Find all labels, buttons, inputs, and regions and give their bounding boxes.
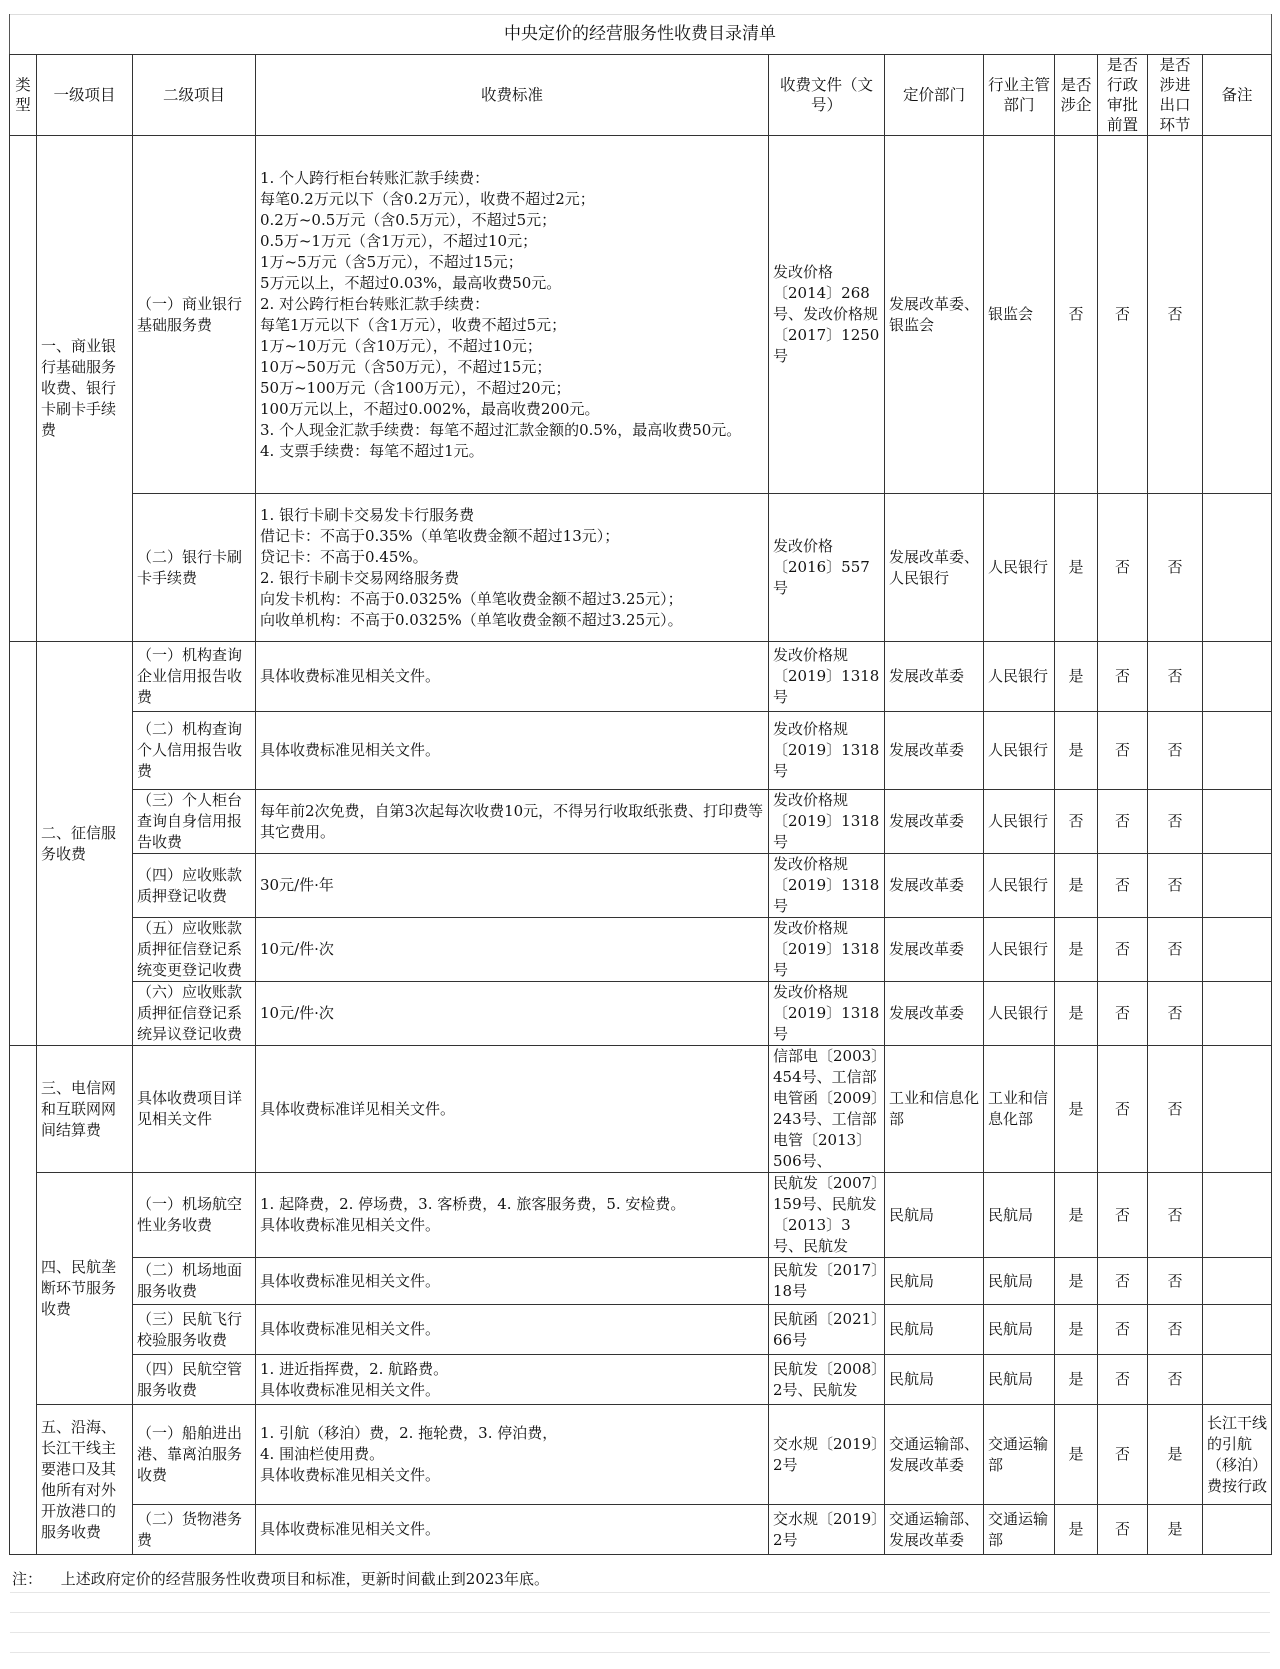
industry-cell[interactable]: 人民银行 xyxy=(984,790,1055,854)
export-cell[interactable]: 是 xyxy=(1148,1405,1203,1505)
remark-cell[interactable] xyxy=(1203,712,1272,790)
footnote xyxy=(12,1568,549,1589)
table-row xyxy=(10,642,1272,712)
dept-cell[interactable]: 发展改革委 xyxy=(885,918,984,982)
dept-cell[interactable]: 民航局 xyxy=(885,1305,984,1355)
export-cell[interactable]: 否 xyxy=(1148,1046,1203,1173)
fee-catalog-table xyxy=(9,54,1272,1555)
standard-cell[interactable]: 1. 起降费，2. 停场费，3. 客桥费，4. 旅客服务费，5. 安检费。 具体收费标准见相关文件。 xyxy=(256,1173,769,1258)
table-row xyxy=(10,1405,1272,1505)
title-right-border xyxy=(1271,14,1272,54)
type-cell[interactable] xyxy=(10,712,37,790)
industry-cell[interactable]: 人民银行 xyxy=(984,982,1055,1046)
industry-cell[interactable]: 人民银行 xyxy=(984,918,1055,982)
remark-cell[interactable] xyxy=(1203,494,1272,642)
doc-cell[interactable]: 发改价格规〔2019〕1318号 xyxy=(769,854,885,918)
group-level1-cell[interactable]: 二、征信服务收费 xyxy=(37,642,133,1046)
level2-cell[interactable]: （一）机构查询企业信用报告收费 xyxy=(133,642,256,712)
type-cell[interactable] xyxy=(10,136,37,642)
standard-cell[interactable]: 具体收费标准见相关文件。 xyxy=(256,1505,769,1555)
group-level1-cell[interactable]: 一、商业银行基础服务收费、银行卡刷卡手续费 xyxy=(37,136,133,642)
table-row xyxy=(10,918,1272,982)
export-cell[interactable]: 是 xyxy=(1148,1505,1203,1555)
admin-cell[interactable]: 否 xyxy=(1098,790,1148,854)
export-cell[interactable]: 否 xyxy=(1148,136,1203,494)
admin-cell[interactable]: 否 xyxy=(1098,712,1148,790)
header-level2[interactable]: 二级项目 xyxy=(133,55,256,136)
admin-cell[interactable]: 否 xyxy=(1098,1046,1148,1173)
sme-cell[interactable]: 否 xyxy=(1055,790,1098,854)
doc-cell[interactable]: 发改价格规〔2019〕1318号 xyxy=(769,790,885,854)
level2-cell[interactable]: 具体收费项目详见相关文件 xyxy=(133,1046,256,1173)
dept-cell[interactable]: 民航局 xyxy=(885,1355,984,1405)
table-row xyxy=(10,854,1272,918)
table-row xyxy=(10,1305,1272,1355)
level2-cell[interactable]: （三）个人柜台查询自身信用报告收费 xyxy=(133,790,256,854)
industry-cell[interactable]: 工业和信息化部 xyxy=(984,1046,1055,1173)
sme-cell[interactable]: 是 xyxy=(1055,1046,1098,1173)
industry-cell[interactable]: 民航局 xyxy=(984,1305,1055,1355)
dept-cell[interactable]: 发展改革委 xyxy=(885,642,984,712)
sme-cell[interactable]: 否 xyxy=(1055,136,1098,494)
type-cell[interactable] xyxy=(10,642,37,712)
standard-cell[interactable]: 10元/件·次 xyxy=(256,918,769,982)
header-level1[interactable]: 一级项目 xyxy=(37,55,133,136)
industry-cell[interactable]: 人民银行 xyxy=(984,854,1055,918)
table-row xyxy=(10,494,1272,642)
doc-cell[interactable]: 发改价格规〔2019〕1318号 xyxy=(769,712,885,790)
doc-cell[interactable]: 民航发〔2008〕2号、民航发 xyxy=(769,1355,885,1405)
table-row xyxy=(10,982,1272,1046)
remark-cell[interactable] xyxy=(1203,790,1272,854)
export-cell[interactable]: 否 xyxy=(1148,982,1203,1046)
header-industry[interactable]: 行业主管部门 xyxy=(984,55,1055,136)
table-row xyxy=(10,1505,1272,1555)
sme-cell[interactable]: 是 xyxy=(1055,1258,1098,1305)
admin-cell[interactable]: 否 xyxy=(1098,1305,1148,1355)
sme-cell[interactable]: 是 xyxy=(1055,854,1098,918)
sme-cell[interactable]: 是 xyxy=(1055,918,1098,982)
industry-cell[interactable]: 民航局 xyxy=(984,1258,1055,1305)
dept-cell[interactable]: 发展改革委、人民银行 xyxy=(885,494,984,642)
sheet-title[interactable]: 中央定价的经营服务性收费目录清单 xyxy=(10,14,1270,55)
doc-cell[interactable]: 发改价格规〔2019〕1318号 xyxy=(769,918,885,982)
industry-cell[interactable]: 人民银行 xyxy=(984,642,1055,712)
admin-cell[interactable]: 否 xyxy=(1098,918,1148,982)
level2-cell[interactable]: （二）货物港务费 xyxy=(133,1505,256,1555)
standard-cell[interactable]: 具体收费标准见相关文件。 xyxy=(256,712,769,790)
dept-cell[interactable]: 民航局 xyxy=(885,1258,984,1305)
level2-cell[interactable]: （一）商业银行基础服务费 xyxy=(133,136,256,494)
sme-cell[interactable]: 是 xyxy=(1055,982,1098,1046)
sme-cell[interactable]: 是 xyxy=(1055,1505,1098,1555)
industry-cell[interactable]: 人民银行 xyxy=(984,712,1055,790)
export-cell[interactable]: 否 xyxy=(1148,1355,1203,1405)
doc-cell[interactable]: 发改价格〔2014〕268号、发改价格规〔2017〕1250号 xyxy=(769,136,885,494)
empty-grid-line xyxy=(10,1612,1270,1613)
standard-cell[interactable]: 具体收费标准见相关文件。 xyxy=(256,1258,769,1305)
industry-cell[interactable]: 交通运输部 xyxy=(984,1405,1055,1505)
standard-cell[interactable]: 1. 个人跨行柜台转账汇款手续费： 每笔0.2万元以下（含0.2万元），收费不超过2元； 0.2万~0.5万元（含0.5万元），不超过5元； 0.5万~1万元（含1万元），不超过10元； 1万~5万元（含5万元），不超过15元； 5万元以上，不超过0.03%，最高收费50元。 2. 对公跨行柜台转账汇款手续费： 每笔1万元以下（含1万元），收费不超过5元； 1万~10万元（含10万元），不超过10元； 10万~50万元（含50万元），不超过15元； 50万~100万元（含100万元），不超过20元； 100万元以上，不超过0.002%，最高收费200元。 3. 个人现金汇款手续费：每笔不超过汇款金额的0.5%，最高收费50元。 4. 支票手续费：每笔不超过1元。 xyxy=(256,136,769,494)
header-doc[interactable]: 收费文件（文号） xyxy=(769,55,885,136)
industry-cell[interactable]: 交通运输部 xyxy=(984,1505,1055,1555)
header-sme[interactable]: 是否涉企 xyxy=(1055,55,1098,136)
remark-cell[interactable] xyxy=(1203,1305,1272,1355)
sme-cell[interactable]: 是 xyxy=(1055,1405,1098,1505)
export-cell[interactable]: 否 xyxy=(1148,854,1203,918)
header-type[interactable]: 类型 xyxy=(10,55,37,136)
sme-cell[interactable]: 是 xyxy=(1055,712,1098,790)
header-admin[interactable]: 是否行政审批前置 xyxy=(1098,55,1148,136)
export-cell[interactable]: 否 xyxy=(1148,494,1203,642)
dept-cell[interactable]: 交通运输部、发展改革委 xyxy=(885,1505,984,1555)
doc-cell[interactable]: 发改价格〔2016〕557号 xyxy=(769,494,885,642)
sme-cell[interactable]: 是 xyxy=(1055,494,1098,642)
footnote-text[interactable]: 上述政府定价的经营服务性收费项目和标准，更新时间截止到2023年底。 xyxy=(60,1570,549,1588)
industry-cell[interactable]: 民航局 xyxy=(984,1173,1055,1258)
remark-cell[interactable] xyxy=(1203,1355,1272,1405)
table-row xyxy=(10,1046,1272,1173)
remark-cell[interactable]: 长江干线的引航（移泊）费按行政 xyxy=(1203,1405,1272,1505)
admin-cell[interactable]: 否 xyxy=(1098,1173,1148,1258)
industry-cell[interactable]: 民航局 xyxy=(984,1355,1055,1405)
export-cell[interactable]: 否 xyxy=(1148,1258,1203,1305)
level2-cell[interactable]: （四）民航空管服务收费 xyxy=(133,1355,256,1405)
standard-cell[interactable]: 每年前2次免费，自第3次起每次收费10元，不得另行收取纸张费、打印费等其它费用。 xyxy=(256,790,769,854)
admin-cell[interactable]: 否 xyxy=(1098,1405,1148,1505)
type-cell[interactable] xyxy=(10,918,37,982)
export-cell[interactable]: 否 xyxy=(1148,918,1203,982)
table-row xyxy=(10,1173,1272,1258)
dept-cell[interactable]: 发展改革委 xyxy=(885,790,984,854)
doc-cell[interactable]: 发改价格规〔2019〕1318号 xyxy=(769,642,885,712)
standard-cell[interactable]: 1. 进近指挥费，2. 航路费。 具体收费标准见相关文件。 xyxy=(256,1355,769,1405)
remark-cell[interactable] xyxy=(1203,642,1272,712)
industry-cell[interactable]: 人民银行 xyxy=(984,494,1055,642)
header-row xyxy=(10,55,1272,136)
standard-cell[interactable]: 30元/件·年 xyxy=(256,854,769,918)
dept-cell[interactable]: 工业和信息化部 xyxy=(885,1046,984,1173)
type-cell[interactable] xyxy=(10,982,37,1046)
empty-grid-line xyxy=(10,1632,1270,1633)
type-cell[interactable] xyxy=(10,854,37,918)
doc-cell[interactable]: 民航函〔2021〕66号 xyxy=(769,1305,885,1355)
header-remark[interactable]: 备注 xyxy=(1203,55,1272,136)
group-level1-cell[interactable]: 四、民航垄断环节服务收费 xyxy=(37,1173,133,1405)
sme-cell[interactable]: 是 xyxy=(1055,642,1098,712)
type-cell[interactable] xyxy=(10,1046,37,1555)
standard-cell[interactable]: 10元/件·次 xyxy=(256,982,769,1046)
level2-cell[interactable]: （二）机场地面服务收费 xyxy=(133,1258,256,1305)
level2-cell[interactable]: （三）民航飞行校验服务收费 xyxy=(133,1305,256,1355)
level2-cell[interactable]: （二）机构查询个人信用报告收费 xyxy=(133,712,256,790)
dept-cell[interactable]: 民航局 xyxy=(885,1173,984,1258)
admin-cell[interactable]: 否 xyxy=(1098,642,1148,712)
table-row xyxy=(10,1355,1272,1405)
level2-cell[interactable]: （四）应收账款质押登记收费 xyxy=(133,854,256,918)
header-dept[interactable]: 定价部门 xyxy=(885,55,984,136)
standard-cell[interactable]: 1. 银行卡刷卡交易发卡行服务费 借记卡：不高于0.35%（单笔收费金额不超过13元）； 贷记卡：不高于0.45%。 2. 银行卡刷卡交易网络服务费 向发卡机构：不高于0.0325%（单笔收费金额不超过3.25元）； 向收单机构：不高于0.0325%（单笔收费金额不超过3.25元）。 xyxy=(256,494,769,642)
type-cell[interactable] xyxy=(10,790,37,854)
remark-cell[interactable] xyxy=(1203,1505,1272,1555)
admin-cell[interactable]: 否 xyxy=(1098,982,1148,1046)
standard-cell[interactable]: 具体收费标准见相关文件。 xyxy=(256,1305,769,1355)
admin-cell[interactable]: 否 xyxy=(1098,1258,1148,1305)
admin-cell[interactable]: 否 xyxy=(1098,1355,1148,1405)
remark-cell[interactable] xyxy=(1203,1258,1272,1305)
doc-cell[interactable]: 发改价格规〔2019〕1318号 xyxy=(769,982,885,1046)
admin-cell[interactable]: 否 xyxy=(1098,1505,1148,1555)
sme-cell[interactable]: 是 xyxy=(1055,1173,1098,1258)
dept-cell[interactable]: 交通运输部、发展改革委 xyxy=(885,1405,984,1505)
doc-cell[interactable]: 民航发〔2007〕159号、民航发〔2013〕3号、民航发 xyxy=(769,1173,885,1258)
standard-cell[interactable]: 具体收费标准见相关文件。 xyxy=(256,642,769,712)
table-row xyxy=(10,790,1272,854)
remark-cell[interactable] xyxy=(1203,982,1272,1046)
remark-cell[interactable] xyxy=(1203,136,1272,494)
admin-cell[interactable]: 否 xyxy=(1098,854,1148,918)
dept-cell[interactable]: 发展改革委 xyxy=(885,982,984,1046)
table-row xyxy=(10,136,1272,494)
header-export[interactable]: 是否涉进出口环节 xyxy=(1148,55,1203,136)
table-body xyxy=(10,136,1272,1555)
admin-cell[interactable]: 否 xyxy=(1098,494,1148,642)
remark-cell[interactable] xyxy=(1203,1046,1272,1173)
level2-cell[interactable]: （一）船舶进出港、靠离泊服务收费 xyxy=(133,1405,256,1505)
group-level1-cell[interactable]: 五、沿海、长江干线主要港口及其他所有对外开放港口的服务收费 xyxy=(37,1405,133,1555)
table-row xyxy=(10,712,1272,790)
dept-cell[interactable]: 发展改革委、银监会 xyxy=(885,136,984,494)
admin-cell[interactable]: 否 xyxy=(1098,136,1148,494)
doc-cell[interactable]: 交水规〔2019〕2号 xyxy=(769,1505,885,1555)
level2-cell[interactable]: （二）银行卡刷卡手续费 xyxy=(133,494,256,642)
empty-grid-line xyxy=(10,1592,1270,1593)
remark-cell[interactable] xyxy=(1203,1173,1272,1258)
doc-cell[interactable]: 民航发〔2017〕18号 xyxy=(769,1258,885,1305)
export-cell[interactable]: 否 xyxy=(1148,790,1203,854)
export-cell[interactable]: 否 xyxy=(1148,1173,1203,1258)
export-cell[interactable]: 否 xyxy=(1148,642,1203,712)
industry-cell[interactable]: 银监会 xyxy=(984,136,1055,494)
dept-cell[interactable]: 发展改革委 xyxy=(885,854,984,918)
sme-cell[interactable]: 是 xyxy=(1055,1355,1098,1405)
level2-cell[interactable]: （五）应收账款质押征信登记系统变更登记收费 xyxy=(133,918,256,982)
level2-cell[interactable]: （六）应收账款质押征信登记系统异议登记收费 xyxy=(133,982,256,1046)
header-standard[interactable]: 收费标准 xyxy=(256,55,769,136)
remark-cell[interactable] xyxy=(1203,918,1272,982)
doc-cell[interactable]: 信部电〔2003〕454号、工信部电管函〔2009〕243号、工信部电管〔2013〕506号、 xyxy=(769,1046,885,1173)
footnote-label: 注： xyxy=(12,1570,43,1588)
sme-cell[interactable]: 是 xyxy=(1055,1305,1098,1355)
empty-grid-line xyxy=(10,1652,1270,1653)
group-level1-cell[interactable]: 三、电信网和互联网网间结算费 xyxy=(37,1046,133,1173)
standard-cell[interactable]: 具体收费标准详见相关文件。 xyxy=(256,1046,769,1173)
level2-cell[interactable]: （一）机场航空性业务收费 xyxy=(133,1173,256,1258)
export-cell[interactable]: 否 xyxy=(1148,1305,1203,1355)
table-row xyxy=(10,1258,1272,1305)
export-cell[interactable]: 否 xyxy=(1148,712,1203,790)
standard-cell[interactable]: 1. 引航（移泊）费，2. 拖轮费，3. 停泊费， 4. 围油栏使用费。 具体收费标准见相关文件。 xyxy=(256,1405,769,1505)
dept-cell[interactable]: 发展改革委 xyxy=(885,712,984,790)
doc-cell[interactable]: 交水规〔2019〕2号 xyxy=(769,1405,885,1505)
remark-cell[interactable] xyxy=(1203,854,1272,918)
